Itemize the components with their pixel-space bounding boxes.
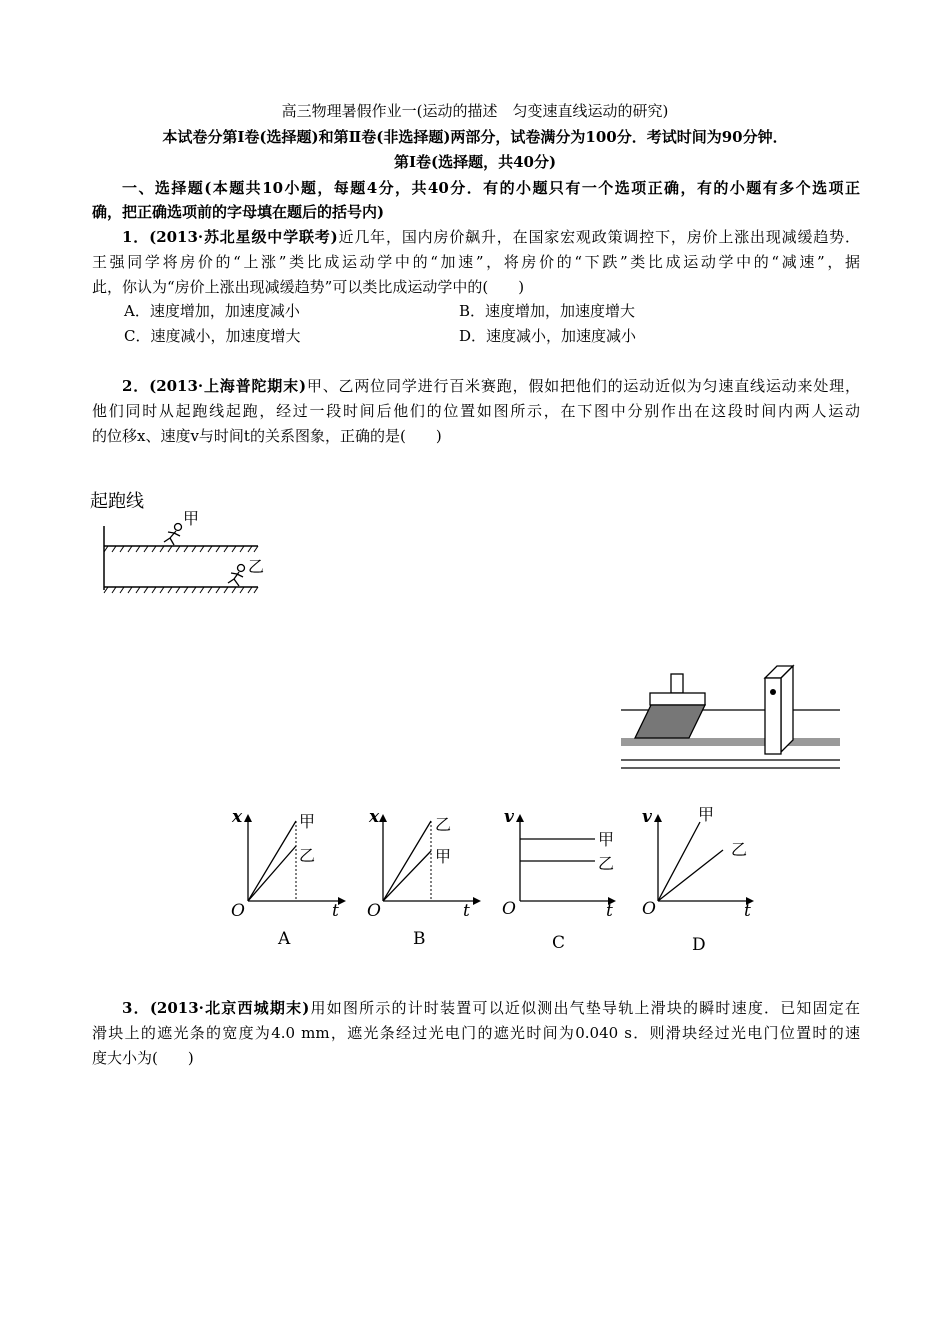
q2-text-1: 甲、乙两位同学进行百米赛跑，假如把他们的运动近似为匀速直线运动来处理， <box>306 377 860 395</box>
graph-b-x-label: t <box>463 901 470 921</box>
q1-text-1: 近几年，国内房价飙升，在国家宏观政策调控下，房价上涨出现减缓趋势． <box>337 228 860 246</box>
lane-hatching-1 <box>104 546 258 552</box>
graph-c-lower-label: 乙 <box>598 854 615 873</box>
graph-a-x-label: t <box>332 901 339 921</box>
air-track-rail <box>621 738 840 746</box>
graph-b-line-lower <box>383 851 431 901</box>
instruction-line-2: 确，把正确选项前的字母填在题后的括号内) <box>92 203 385 221</box>
q1-line-2: 王强同学将房价的“上涨”类比成运动学中的“加速”，将房价的“下跌”类比成运动学中的“减速”，据 <box>92 253 860 271</box>
graph-d-y-arrow <box>654 814 662 822</box>
graph-d-letter: D <box>692 935 706 955</box>
section-title: 第Ⅰ卷(选择题，共40分) <box>393 153 557 171</box>
graph-b-upper-label: 乙 <box>435 815 452 834</box>
q2-number: 2．(2013·上海普陀期末) <box>122 377 307 395</box>
graph-b-lower-label: 甲 <box>435 847 452 866</box>
runner-a-icon <box>164 524 182 546</box>
graph-a-lower-label: 乙 <box>299 846 316 865</box>
graph-a-upper-label: 甲 <box>299 812 316 831</box>
graph-d-lower-label: 乙 <box>731 840 748 859</box>
light-shield-strip <box>671 674 683 693</box>
race-track-figure <box>88 486 288 606</box>
graph-a-line-lower <box>248 846 296 901</box>
air-track-figure <box>615 660 845 780</box>
q1-option-d: D．速度减小，加速度减小 <box>459 327 637 345</box>
lane-hatching-2 <box>104 587 258 593</box>
q1-line-3: 此，你认为“房价上涨出现减缓趋势”可以类比成运动学中的( ) <box>92 278 525 296</box>
graph-b-t-arrow <box>473 897 481 905</box>
page-title: 高三物理暑假作业一(运动的描述 匀变速直线运动的研究) <box>281 102 669 120</box>
runner-b-icon <box>228 565 245 587</box>
graph-a-line-upper <box>248 821 296 901</box>
graph-a-t-arrow <box>338 897 346 905</box>
q2-line-1 <box>92 376 860 396</box>
graph-b-origin: O <box>367 901 381 921</box>
graph-d-line-lower <box>658 850 723 901</box>
q2-line-2: 他们同时从起跑线起跑，经过一段时间后他们的位置如图所示，在下图中分别作出在这段时间内两人运动 <box>92 402 860 420</box>
graph-c <box>500 800 630 956</box>
q1-option-b: B．速度增加，加速度增大 <box>459 302 636 320</box>
graph-c-y-arrow <box>516 814 524 822</box>
graph-a <box>228 806 348 956</box>
q3-line-3: 度大小为( ) <box>92 1049 194 1067</box>
q3-number: 3．(2013·北京西城期末) <box>122 999 310 1017</box>
graph-c-letter: C <box>552 933 566 953</box>
photogate-side <box>781 666 793 752</box>
q3-text-1: 用如图所示的计时装置可以近似测出气垫导轨上滑块的瞬时速度．已知固定在 <box>309 999 860 1017</box>
graph-b-line-upper <box>383 821 431 901</box>
graph-b <box>365 806 485 956</box>
q1-number: 1．(2013·苏北星级中学联考) <box>122 228 338 246</box>
graph-b-y-label: x <box>369 807 380 827</box>
graph-c-x-label: t <box>606 901 613 921</box>
q1-option-a: A．速度增加，加速度减小 <box>124 302 300 320</box>
exam-info: 本试卷分第Ⅰ卷(选择题)和第Ⅱ卷(非选择题)两部分，试卷满分为100分．考试时间为90分钟． <box>162 128 788 146</box>
start-line-label: 起跑线 <box>90 491 144 512</box>
q1-line-1 <box>92 227 860 247</box>
graph-d-line-upper <box>658 822 700 901</box>
graph-c-y-label: v <box>504 807 514 827</box>
graph-d-origin: O <box>642 899 656 919</box>
graph-c-upper-label: 甲 <box>598 830 615 849</box>
graph-d-y-label: v <box>642 807 652 827</box>
runner-b-label: 乙 <box>248 557 265 576</box>
graph-b-y-arrow <box>379 814 387 822</box>
slider-top <box>650 693 705 705</box>
graph-a-origin: O <box>231 901 245 921</box>
graph-a-letter: A <box>278 929 291 949</box>
q3-line-1 <box>92 998 860 1018</box>
graph-d-upper-label: 甲 <box>698 805 715 824</box>
photogate-sensor <box>770 689 776 695</box>
q2-line-3: 的位移x、速度v与时间t的关系图象，正确的是( ) <box>92 427 442 445</box>
runner-a-label: 甲 <box>183 509 200 528</box>
q1-option-c: C．速度减小，加速度增大 <box>124 327 301 345</box>
instruction-line-1: 一、选择题(本题共10小题，每题4分，共40分．有的小题只有一个选项正确，有的小题有多个选项正 <box>122 179 860 197</box>
graph-b-letter: B <box>413 929 426 949</box>
q3-line-2: 滑块上的遮光条的宽度为4.0 mm，遮光条经过光电门的遮光时间为0.040 s．则滑块经过光电门位置时的速 <box>92 1024 860 1042</box>
graph-d <box>638 800 768 956</box>
graph-a-y-arrow <box>244 814 252 822</box>
graph-d-x-label: t <box>744 901 751 921</box>
graph-c-origin: O <box>502 899 516 919</box>
graph-a-y-label: x <box>232 807 243 827</box>
